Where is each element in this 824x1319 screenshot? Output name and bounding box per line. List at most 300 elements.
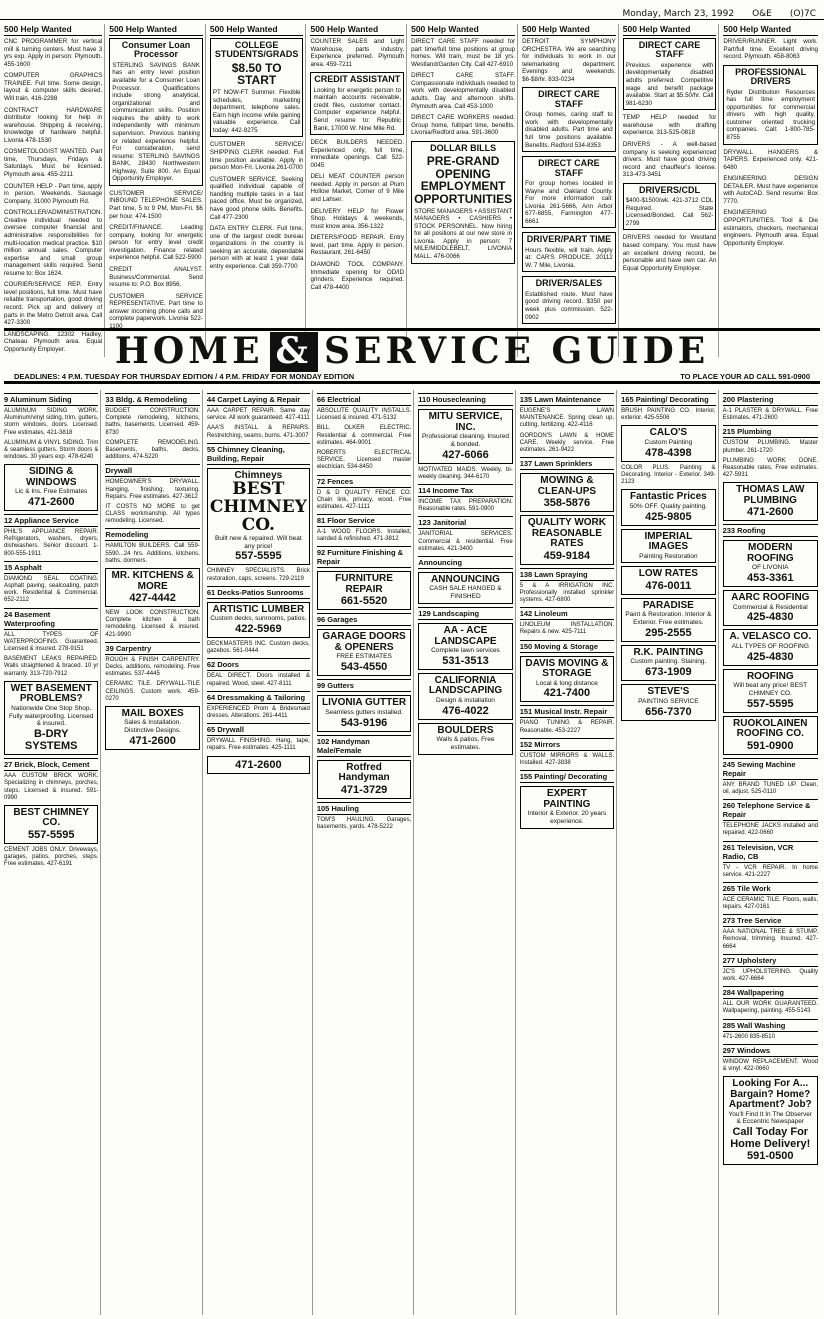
service-listing (520, 583, 614, 605)
ad-phone: 471-2600 (27, 496, 75, 509)
ad-subtext: Design & installation (436, 696, 495, 704)
classified-ad (623, 141, 717, 179)
ad-phone: 427-6066 (442, 448, 489, 461)
ad-text: COUNTER SALES and Light Warehouse, parts industry. Experience preferred. Plymouth area. 459-7211 (310, 38, 405, 68)
ad-text: PLUMBING WORK DONE. Reasonable rates. Free estimates. 427-5931 (722, 457, 818, 479)
ad-title: DIRECT CARE STAFF (638, 40, 701, 60)
service-display-ad (418, 623, 512, 670)
ad-text: AAA CUSTOM BRICK WORK. Specializing in chimneys, porches, steps. Licensed & insured. 591-0990 (4, 773, 99, 801)
service-listing (520, 622, 614, 636)
ad-text: CUSTOMER SERVICE REPRESENTATIVE. Part time to answer incoming phone calls and complete paperwork. Livonia 522-1100 (109, 292, 203, 330)
service-guide-column (105, 390, 202, 1315)
service-display-ad (520, 656, 614, 703)
category-heading: 138 Lawn Spraying (520, 568, 614, 581)
classified-ad (4, 38, 102, 68)
category-heading: 277 Upholstery (723, 954, 818, 967)
banner-title-left: HOME (114, 330, 264, 372)
service-display-ad (621, 598, 715, 642)
classified-ad (723, 175, 818, 205)
ad-title: EXPERT PAINTING (543, 788, 591, 810)
banner-place-ad: TO PLACE YOUR AD CALL 591-0900 (680, 371, 810, 381)
display-ad (522, 87, 616, 152)
ad-title: CALIFORNIA LANDSCAPING (428, 674, 503, 697)
service-display-ad (418, 409, 512, 464)
ad-subtext: Paint & Restoration. Interior & Exterior. Free estimates. (625, 611, 712, 627)
ad-phone: 459-9184 (543, 549, 591, 562)
banner-deadlines: DEADLINES: 4 P.M. TUESDAY FOR THURSDAY EDITION / 4 P.M. FRIDAY FOR MONDAY EDITION (14, 371, 355, 381)
classified-ad (723, 38, 818, 61)
service-listing (621, 408, 715, 422)
ad-phone: 422-5969 (235, 623, 282, 636)
ad-subtext: ALL TYPES OF ROOFING (731, 642, 809, 650)
column-heading: 500 Help Wanted (411, 24, 515, 36)
classified-ad (723, 149, 818, 172)
ad-title: COLLEGE STUDENTS/GRADS (214, 40, 299, 60)
ad-text: Established route. Must have good driving record. $350 per week plus commission. 522-0902 (525, 290, 613, 321)
ad-text: CONTRACT HARDWARE distributor looking for help in warehouse. Shipping & receiving, knowledge of hardware helpful. Livonia 478-1530 (4, 106, 103, 144)
ad-text: DRIVERS - A well-based company is seeking experienced drivers. Must have good driving record and chauffeur's license. 313-473-3451 (622, 140, 717, 179)
service-display-ad (520, 515, 614, 565)
classified-ad (210, 141, 304, 171)
column-heading: 500 Help Wanted (623, 24, 717, 36)
service-display-ad (723, 629, 818, 665)
service-display-ad (723, 590, 818, 626)
service-display-ad (621, 529, 715, 564)
ad-phone: 476-0011 (645, 579, 692, 592)
ad-title: LIVONIA GUTTER (322, 697, 407, 709)
category-heading: 9 Aluminum Siding (4, 393, 98, 406)
help-wanted-column (4, 24, 105, 357)
ad-text: Hours flexible, will train. Apply at: CAR'S PRODUCE, 20112 W. 7 Mile, Livonia. (525, 246, 613, 269)
service-listing (723, 458, 818, 480)
category-heading: 64 Dressmaking & Tailoring (207, 691, 310, 704)
service-display-ad (723, 482, 818, 521)
service-guide-column (621, 390, 718, 1315)
ad-text: ALL TYPES OF WATERPROOFING. Guaranteed. Licensed & insured. 278-9151 (4, 631, 99, 652)
service-display-ad (520, 473, 614, 512)
service-display-ad (207, 468, 310, 566)
ad-text: INCOME TAX PREPARATION. Reasonable rates. 591-0900 (418, 498, 513, 513)
ad-phone: 421-7400 (543, 687, 591, 700)
ad-title: IMPERIAL IMAGES (644, 530, 693, 553)
classified-ad (411, 38, 515, 68)
ad-text: HOMEOWNER'S DRYWALL. Hanging, finishing, texturing. Repairs. Free estimates. 427-3612 (105, 479, 200, 500)
category-heading: 215 Plumbing (723, 425, 818, 438)
service-listing (105, 504, 199, 526)
ad-text: COUNTER HELP - Part time, apply in person. Weekends. Sausage Company, 31000 Plymouth Rd. (4, 182, 103, 205)
ad-phone: 471-3729 (340, 783, 388, 796)
category-heading: 245 Sewing Machine Repair (723, 758, 818, 780)
ad-text: NEW LOOK CONSTRUCTION. Complete kitchen & bath remodeling. Licensed & insured. 421-9990 (105, 610, 200, 638)
category-heading: 92 Furniture Finishing & Repair (317, 546, 411, 568)
service-listing (418, 467, 512, 481)
service-guide-column (418, 390, 515, 1315)
display-ad (411, 141, 515, 264)
ad-text: DIRECT CARE STAFF needed for part time/full time positions at group homes. Will train, must be 18 yrs. Westland/Garden City. Call 427-6910 (411, 38, 516, 68)
service-display-ad (317, 695, 411, 731)
promo-title: Looking For A... Bargain? Home? Apartment? Job? (728, 1078, 812, 1111)
display-ad (109, 38, 203, 186)
service-listing (520, 433, 614, 455)
ad-text: CUSTOMER SERVICE/ SHIPPING CLERK needed. Full time position available. Apply in person Mon-Fri. Livonia 261-0700 (209, 141, 304, 172)
category-heading: Announcing (418, 556, 512, 569)
service-display-ad (723, 669, 818, 713)
ad-text: PHIL'S APPLIANCE REPAIR. Refrigerators, washers, dryers, dishwashers. Senior discount. 1-800-555-1911 (4, 529, 99, 557)
ad-text: DRYWALL FINISHING. Hang, tape, repairs. Free estimates. 425-1111 (206, 738, 310, 752)
ad-subtext: Will beat any price! BEST CHIMNEY CO. (733, 682, 808, 697)
circulation-promo (723, 1076, 818, 1165)
category-heading: 102 Handyman Male/Female (317, 735, 411, 757)
ad-title: PARADISE (642, 599, 694, 611)
ad-phone: 557-5595 (235, 550, 282, 563)
ad-text: CREDIT/FINANCE. Leading company, looking for energetic person for entry level credit investigation. Finance related experience helpful. Call 522-5900 (109, 224, 203, 262)
ad-text: Previous experience with developmentally disabled adults preferred. Competitive wage and benefit package available. Start at $5.50/hr. Call 981-6230 (625, 61, 714, 107)
ad-title: Fantastic Prices (629, 491, 707, 503)
ad-title: THOMAS LAW PLUMBING (736, 484, 805, 506)
service-listing (520, 720, 614, 734)
service-listing (105, 657, 199, 679)
ad-subtext: Complete lawn services (431, 647, 500, 654)
ad-title: PROFESSIONAL DRIVERS (735, 66, 807, 87)
service-display-ad (317, 760, 411, 799)
ad-text: DELI MEAT COUNTER person needed. Apply in person at Plum Hollow Market, Corner of 9 Mile and Lahser. (310, 173, 405, 203)
service-listing (723, 823, 818, 837)
ad-subtext: Sales & Installation. Distinctive Designs. (124, 719, 182, 735)
category-heading: 265 Tile Work (723, 882, 818, 895)
service-listing (207, 641, 310, 655)
ad-title: ANNOUNCING (431, 573, 500, 585)
category-heading: 150 Moving & Storage (520, 640, 614, 653)
ad-text: 5 & A IRRIGATION INC. Professionally installed sprinkler systems. 427-6800 (519, 582, 615, 603)
ad-text: LINOLEUM INSTALLATION. Repairs & new. 425-7111 (519, 622, 615, 636)
service-guide-column (520, 390, 617, 1315)
service-listing: ALL OUR WORK GUARANTEED. Wallpapering, painting. 455-5143 (722, 1001, 818, 1015)
ad-text: CUSTOMER SERVICE/ INBOUND TELEPHONE SALES. Part time, 5 to 9 PM, Mon-Fri. $6 per hour. 474-1500 (109, 189, 203, 220)
ad-phone: 557-5595 (27, 828, 75, 841)
service-listing (4, 576, 98, 605)
ad-phone: 471-2600 (747, 506, 794, 519)
ad-title: MITU SERVICE, INC. (428, 411, 503, 433)
service-listing (418, 499, 512, 513)
banner-title-right: SERVICE GUIDE (324, 330, 710, 372)
classified-ad (411, 72, 515, 110)
column-heading: 500 Help Wanted (310, 24, 404, 36)
service-listing (105, 479, 199, 501)
service-display-ad (105, 568, 199, 607)
category-heading: 261 Television, VCR Radio, CB (723, 841, 818, 863)
service-listing (105, 440, 199, 462)
service-display-ad (621, 566, 715, 595)
ad-text: COMPLETE REMODELING. Basements, baths, decks, additions. 474-5220 (105, 439, 200, 461)
service-display-ad (418, 572, 512, 604)
category-heading: 61 Decks-Patios Sunrooms (207, 586, 310, 599)
ad-headline: BEST CHIMNEY CO. (209, 479, 307, 535)
category-heading: 62 Doors (207, 658, 310, 671)
service-display-ad (4, 681, 98, 755)
ad-subtext: Built new & repaired. Will beat any price! (214, 534, 302, 550)
classified-ad (4, 148, 102, 178)
ad-text: CUSTOMER SERVICE. Seeking qualified individual capable of handling multiple tasks in a fast paced office. Must be organized, have good phone skills. Benefits. Call 477-2300 (209, 175, 304, 221)
service-listing: ACE CERAMIC TILE. Floors, walls, repairs. 427-0161 (722, 896, 818, 911)
ad-title: BEST CHIMNEY CO. (13, 806, 89, 829)
classified-ad (623, 234, 717, 272)
classified-ad (310, 234, 404, 257)
service-listing (207, 408, 310, 422)
ad-subtext: Custom Painting (644, 438, 693, 446)
ad-text: TELEPHONE JACKS installed and repaired. 422-0660 (722, 823, 818, 837)
service-listing (317, 817, 411, 831)
ad-title: DAVIS MOVING & STORAGE (525, 657, 609, 680)
service-listing: 471-2600 835-8510 (722, 1033, 775, 1040)
ad-text: DECK BUILDERS NEEDED. Experienced only, full time, immediate openings. Call 522-0045 (310, 139, 405, 169)
ad-text: CNC PROGRAMMER for vertical mill & turning centers. Must have 3 yrs exp. Apply in person: Plymouth. 455-1600 (4, 38, 103, 68)
category-heading: 123 Janitorial (418, 516, 512, 529)
ad-text: CERAMIC TILE. DRYWALL-TILE CEILINGS. Custom work. 459-0270 (105, 681, 200, 702)
ad-title: MODERN ROOFING (746, 542, 794, 564)
ad-phone: 471-2600 (129, 734, 176, 747)
ad-title: Consumer Loan Processor (121, 40, 191, 60)
category-heading: 297 Windows (723, 1044, 818, 1057)
classified-ad (109, 266, 203, 289)
category-heading: 39 Carpentry (105, 642, 199, 655)
ad-subtext: Lic & Ins. Free Estimates (15, 488, 88, 496)
ad-title: MOWING & CLEAN-UPS (537, 475, 597, 497)
ad-text: PT NOW-FT Summer. Flexible schedules, marketing department, telephone sales. Earn high income while gaining valuable experience. Call today: 442-9275 (212, 89, 301, 134)
ad-text: A-1 PLASTER & DRYWALL. Free Estimates. 471-2600 (722, 408, 818, 422)
classified-ad (310, 173, 404, 203)
ad-phone: 295-2555 (645, 626, 692, 639)
service-listing (207, 568, 310, 582)
category-heading: Drywall (105, 464, 199, 477)
ad-subtext: CASH SALE HANGED & FINISHED (429, 585, 502, 601)
ad-text: CEMENT JOBS ONLY. Driveways, garages, patios, porches, steps. Free estimates. 427-6191 (4, 846, 99, 868)
display-ad (623, 38, 717, 110)
ad-text: AAA CARPET REPAIR. Same day service. All work guaranteed. 427-4111 (206, 408, 310, 422)
category-heading: 129 Landscaping (418, 607, 512, 620)
service-listing (723, 782, 818, 796)
service-listing (105, 543, 199, 565)
category-heading: 110 Housecleaning (418, 393, 512, 406)
masthead-page: (O)7C (789, 9, 816, 19)
masthead-date: Monday, March 23, 1992 (622, 9, 735, 19)
ad-text: GORDON'S LAWN & HOME CARE. Weekly service. Free estimates. 261-9422 (519, 432, 615, 453)
ad-phone: B-DRY SYSTEMS (24, 728, 78, 753)
ad-text: DRIVERS needed for Westland based company. You must have an excellent driving record, be personable and have own car. An Equal Opportunity Employer. (622, 234, 717, 272)
service-listing: WINDOW REPLACEMENT. Wood & vinyl. 422-0660 (722, 1058, 818, 1072)
ad-title: DRIVER/PART TIME (526, 234, 612, 245)
service-guide-column (4, 390, 101, 1315)
ad-text: COMPUTER GRAPHICS TRAINEE. Full time. Some design, layout & computer skills desired. Will train. 416-2288 (4, 72, 103, 102)
ad-title: FURNITURE REPAIR (335, 573, 393, 595)
category-heading: 65 Drywall (207, 723, 310, 736)
category-heading: 137 Lawn Sprinklers (520, 457, 614, 470)
category-heading: 96 Garages (317, 613, 411, 626)
service-listing (4, 847, 98, 869)
service-listing (418, 531, 512, 553)
service-listing (4, 656, 98, 678)
service-display-ad (621, 425, 715, 461)
help-wanted-column (109, 24, 206, 357)
service-listing (317, 450, 411, 472)
ad-phone: 543-4550 (340, 661, 388, 674)
ad-headline: PRE-GRAND OPENING EMPLOYMENT OPPORTUNITIES (414, 154, 513, 206)
classified-ad (522, 38, 616, 83)
ad-phone: 478-4398 (645, 446, 692, 459)
service-listing: JC'S UPHOLSTERING. Quality work. 427-6664 (722, 968, 818, 983)
ad-text: DIETERS/FOOD REPAIR. Entry level, part time. Apply in person. Restaurant. 261-6450 (310, 234, 405, 257)
ad-title: DIRECT CARE STAFF (538, 158, 600, 178)
ad-text: DIAMOND SEAL COATING. Asphalt paving, sealcoating, patch work. Residential & Commercial. 652-2112 (4, 575, 99, 604)
ad-phone: 425-4830 (747, 611, 794, 624)
help-wanted-column (310, 24, 407, 357)
ad-text: DATA ENTRY CLERK. Full time, one of the largest credit bureau organizations in the country is seeking an accurate, dependable person with at least 1 year data entry experience. Call 359-7700 (209, 225, 304, 270)
category-heading: 165 Painting/ Decorating (621, 393, 715, 406)
promo-phone: Call Today For Home Delivery! 591-0500 (730, 1126, 811, 1163)
service-listing (4, 529, 98, 558)
ad-text: DIRECT CARE WORKERS needed. Group home, full/part time, benefits. Livonia/Redford area. 591-3600 (411, 114, 516, 137)
classified-ad (723, 209, 818, 247)
category-heading: 284 Wallpapering (723, 986, 818, 999)
promo-body: You'll Find It In The Observer & Eccentric Newspaper (728, 1110, 813, 1126)
ad-text: Ryder Distribution Resources has full time employment opportunities for commercial drivers with high quality, customer oriented trucking companies. Call: 1-800-785-8755 (726, 88, 815, 141)
ad-headline: $8.50 TO START (231, 60, 282, 88)
ad-text: ROUGH & FINISH CARPENTRY. Decks, additions, remodeling. Free estimates. 537-4445 (105, 656, 200, 678)
ad-text: ANY BRAND TUNED UP. Clean, oil, adjust. 525-0110 (722, 781, 818, 795)
service-listing (723, 440, 818, 454)
ad-text: LANDSCAPING. 12302 Hadley, Chateau Plymouth area. Equal Opportunity Employer. (4, 330, 103, 353)
service-listing (207, 673, 310, 687)
ad-title: BOULDERS (437, 724, 494, 736)
category-heading: 151 Musical Instr. Repair (520, 705, 614, 718)
category-heading: 27 Brick, Block, Cement (4, 758, 98, 771)
ad-title: MAIL BOXES (121, 707, 184, 719)
ad-subtext: Walls & patios. Free estimates. (436, 736, 495, 751)
help-wanted-column (522, 24, 619, 357)
ad-text: MOTIVATED MAIDS. Weekly, bi-weekly cleaning. 344-6170 (418, 466, 513, 480)
ad-text: DRIVER/RUNNER. Light work. Part/full time. Excellent driving record. Plymouth. 458-8063 (723, 38, 818, 61)
display-ad (623, 183, 717, 231)
ad-text: DRYWALL HANGERS & TAPERS. Experienced only. 421-6480 (723, 148, 818, 171)
service-listing (207, 738, 310, 752)
banner-deadline-line (4, 372, 820, 381)
service-display-ad (317, 629, 411, 676)
category-heading: 72 Fences (317, 475, 411, 488)
ad-title: STEVE'S (647, 686, 690, 698)
service-listing (621, 465, 715, 487)
service-display-ad (317, 571, 411, 610)
classified-ad (310, 38, 404, 68)
ad-text: STERLING SAVINGS BANK has an entry level position available for a Consumer Loan Processor. Qualifications include strong analytical, organizational and communication skills. Position requires the ability to work independently with minimum supervision. Previous banking or related experience helpful. For consideration, send resume: STERLING SAVINGS BANK, 28430 Northwestern Highway, Suite 800. An Equal Opportunity Employer. (112, 61, 200, 183)
ad-title: MR. KITCHENS & MORE (111, 570, 194, 592)
ad-title: QUALITY WORK REASONABLE RATES (527, 517, 606, 550)
ad-title: WET BASEMENT PROBLEMS? (10, 682, 92, 705)
ad-phone: 543-9196 (340, 716, 388, 729)
category-heading: 105 Hauling (317, 802, 411, 815)
category-heading: 44 Carpet Laying & Repair (207, 393, 310, 406)
classified-ad (623, 114, 717, 137)
ad-text: DEAL DIRECT. Doors installed & repaired. Wood, steel. 427-8111 (206, 673, 310, 687)
help-wanted-column (723, 24, 820, 357)
ad-text: HAMILTON BUILDERS. Call 559-5590...24 hrs. Additions, kitchens, baths, dormers. (105, 543, 200, 564)
banner-title (4, 332, 820, 372)
service-display-ad (105, 706, 199, 750)
category-heading: 15 Asphalt (4, 561, 98, 574)
display-ad (522, 276, 616, 324)
column-heading: 500 Help Wanted (522, 24, 616, 36)
category-heading: 81 Floor Service (317, 514, 411, 527)
ad-phone: 661-5520 (340, 595, 388, 608)
ad-title: CALO'S (649, 427, 688, 439)
ad-text: CONTROLLER/ADMINISTRATION. Creative individual needed to oversee computer financial and administrative responsibilities for multi-location medical practice. $10 million annual sales. Computer expertise and small group management skills required. Send resume to: Box 1624. (4, 209, 103, 277)
classified-ad (411, 114, 515, 137)
ad-phone: 531-3513 (442, 654, 489, 667)
service-listing (105, 610, 199, 639)
help-wanted-column (210, 24, 307, 357)
ad-phone: 358-5876 (543, 497, 591, 510)
category-heading: 135 Lawn Maintenance (520, 393, 614, 406)
ad-text: For group homes located in Wayne and Oakland County. For more information call: Livonia 261-5666, Ann Arbor 677-6855, Farmington 477-6661 (525, 179, 613, 225)
ad-text: COLOR PLUS. Painting & Decorating. Interior - Exterior. 349-2123 (621, 464, 716, 486)
service-display-ad (621, 645, 715, 681)
category-heading: 142 Linoleum (520, 607, 614, 620)
category-heading: 66 Electrical (317, 393, 411, 406)
display-ad (522, 232, 616, 272)
ad-text: ALUMINUM SIDING WORK. Aluminum/vinyl siding, trim, gutters, storm windows, doors. Licensed. Free estimates. 421-3818 (4, 408, 99, 436)
classified-ad (4, 183, 102, 206)
banner-title-amp: & (270, 332, 319, 372)
service-guide-column (723, 390, 820, 1315)
help-wanted-column (623, 24, 720, 357)
ad-text: D & D QUALITY FENCE CO. Chain link, privacy, wood. Free estimates. 427-1111 (316, 489, 412, 510)
ad-title: GARAGE DOORS & OPENERS (322, 631, 406, 653)
ad-text: IT COSTS NO MORE to get CLASS workmanship. All types remodeling. Licensed. (105, 503, 200, 525)
ad-subtext: Local & long distance (536, 679, 598, 687)
classified-ad (109, 190, 203, 220)
service-display-ad (418, 673, 512, 720)
ad-title: Rotfred Handyman (338, 761, 390, 784)
service-listing: TV - VCR REPAIR. In home service. 421-2227 (722, 864, 818, 878)
category-heading: 33 Bldg. & Remodeling (105, 393, 199, 406)
service-listing (4, 440, 98, 462)
column-heading: 500 Help Wanted (723, 24, 818, 36)
ad-text: DECKMASTERS INC. Custom decks, gazebos. 561-0444 (206, 641, 310, 655)
classified-ad (310, 261, 404, 291)
category-heading: 152 Mirrors (520, 738, 614, 751)
ad-title: SIDING & WINDOWS (25, 466, 77, 488)
ad-title: DOLLAR BILLS (430, 142, 497, 153)
service-display-ad (621, 489, 715, 525)
ad-subtext: OF LIVONIA (752, 564, 789, 572)
display-ad (723, 65, 818, 145)
ad-text: BILL OLKER ELECTRIC. Residential & commercial. Free estimates. 464-9001 (316, 425, 412, 446)
service-listing (520, 408, 614, 430)
ad-phone: 471-2600 (235, 758, 282, 771)
service-guide-section (0, 390, 824, 1315)
service-listing (317, 408, 411, 422)
ad-text: $400-$1500/wk. 421-3712 CDL Required. State Licensed/Bonded. Call 562-2799 (625, 197, 714, 227)
service-listing: AAA NATIONAL TREE & STUMP. Removal, trimming. Insured. 427-6664 (722, 929, 818, 950)
classified-ad (210, 176, 304, 221)
classified-ad (310, 139, 404, 169)
ad-subtext: Professional cleaning. Insured & bonded. (421, 433, 510, 448)
ad-text: EUGENE'S LAWN MAINTENANCE. Spring clean up, cutting, fertilizing. 422-4116 (519, 408, 615, 429)
service-display-ad (621, 684, 715, 720)
service-listing (4, 632, 98, 654)
category-heading: 233 Roofing (723, 524, 818, 537)
ad-text: ALUMINUM & VINYL SIDING. Trim & seamless gutters. Storm doors & windows. 30 years exp. 478-6240 (4, 439, 99, 461)
ad-text: DETROIT SYMPHONY ORCHESTRA. We are searching for individuals to work in our telemarketing department. Evenings and weekends. $6-$8/hr. 833-0234 (522, 38, 616, 83)
classified-ad (4, 209, 102, 277)
